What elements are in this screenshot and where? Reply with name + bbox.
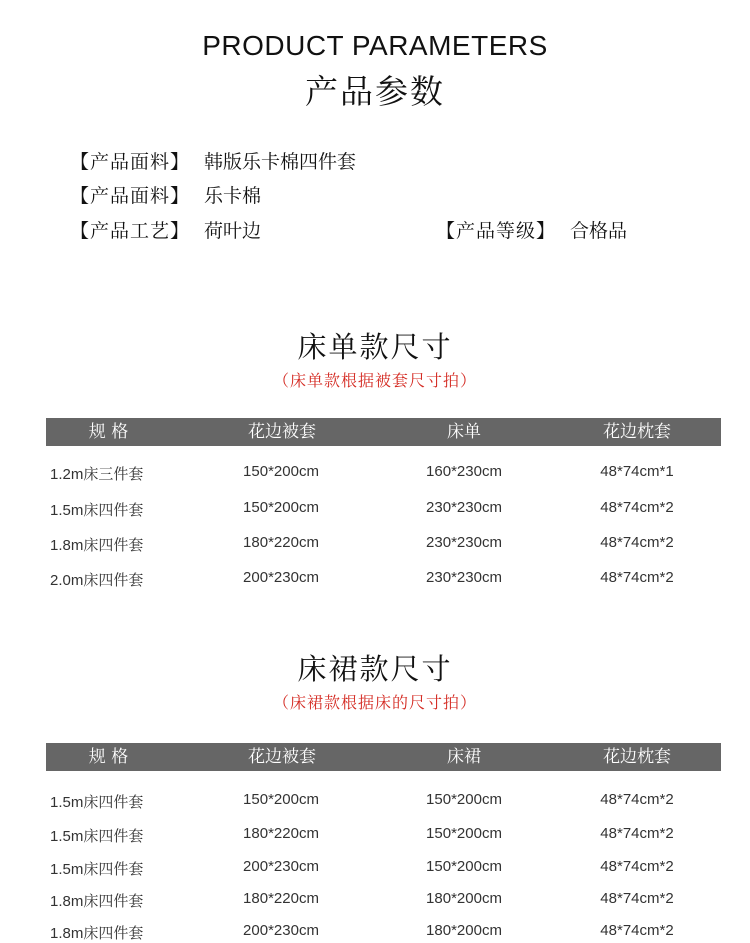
skirt-section-note: （床裙款根据床的尺寸拍） [272,693,477,712]
table-cell: 160*230cm [426,463,502,480]
column-header: 规 格 [88,422,129,442]
skirt-section-title: 床裙款尺寸 [297,652,453,686]
param-craft [70,216,261,243]
table-cell: 1.2m床三件套 [50,466,144,483]
skirt-table-header [46,743,721,771]
table-cell: 230*230cm [426,569,502,586]
table-cell: 180*220cm [243,825,319,842]
page-title-en: PRODUCT PARAMETERS [202,30,548,61]
param-fabric [70,147,356,174]
param-value: 乐卡棉 [204,185,262,207]
table-cell: 48*74cm*2 [600,890,674,907]
table-row [0,534,750,554]
table-cell: 180*220cm [243,534,319,551]
table-cell: 1.5m床四件套 [50,861,144,878]
sheet-section-title: 床单款尺寸 [297,330,453,364]
table-row [0,569,750,589]
table-cell: 150*200cm [426,791,502,808]
param-label: 【产品等级】 [436,220,557,242]
table-cell: 48*74cm*1 [600,463,674,480]
table-cell: 48*74cm*2 [600,922,674,939]
table-row [0,890,750,910]
table-cell: 200*230cm [243,858,319,875]
sheet-section-note: （床单款根据被套尺寸拍） [272,371,477,390]
param-fabric-material [70,181,261,208]
table-cell: 1.8m床四件套 [50,537,144,554]
table-row [0,499,750,519]
table-cell: 48*74cm*2 [600,569,674,586]
param-label: 【产品面料】 [70,185,191,207]
table-row [0,922,750,942]
table-cell: 48*74cm*2 [600,791,674,808]
table-cell: 150*200cm [243,463,319,480]
table-cell: 150*200cm [243,791,319,808]
column-header: 花边枕套 [603,422,671,442]
table-cell: 150*200cm [426,858,502,875]
table-cell: 150*200cm [243,499,319,516]
table-cell: 1.5m床四件套 [50,828,144,845]
table-cell: 200*230cm [243,569,319,586]
param-label: 【产品面料】 [70,151,191,173]
table-cell: 2.0m床四件套 [50,572,144,589]
table-cell: 1.5m床四件套 [50,794,144,811]
column-header: 花边被套 [248,747,316,767]
table-cell: 230*230cm [426,499,502,516]
table-cell: 1.8m床四件套 [50,893,144,910]
param-value: 韩版乐卡棉四件套 [204,151,357,173]
table-cell: 48*74cm*2 [600,825,674,842]
param-value: 合格品 [570,220,628,242]
column-header: 花边枕套 [603,747,671,767]
param-grade [436,216,627,243]
table-cell: 48*74cm*2 [600,499,674,516]
table-cell: 1.8m床四件套 [50,925,144,942]
table-row [0,463,750,483]
table-cell: 180*200cm [426,890,502,907]
param-label: 【产品工艺】 [70,220,191,242]
table-row [0,791,750,811]
table-cell: 48*74cm*2 [600,534,674,551]
table-cell: 230*230cm [426,534,502,551]
table-cell: 150*200cm [426,825,502,842]
param-value: 荷叶边 [204,220,262,242]
page-title-cn: 产品参数 [305,72,445,111]
sheet-table-header [46,418,721,446]
column-header: 花边被套 [248,422,316,442]
table-cell: 180*200cm [426,922,502,939]
column-header: 规 格 [88,747,129,767]
column-header: 床裙 [447,747,481,767]
table-row [0,825,750,845]
table-cell: 1.5m床四件套 [50,502,144,519]
table-cell: 200*230cm [243,922,319,939]
column-header: 床单 [447,422,481,442]
table-cell: 180*220cm [243,890,319,907]
table-cell: 48*74cm*2 [600,858,674,875]
table-row [0,858,750,878]
